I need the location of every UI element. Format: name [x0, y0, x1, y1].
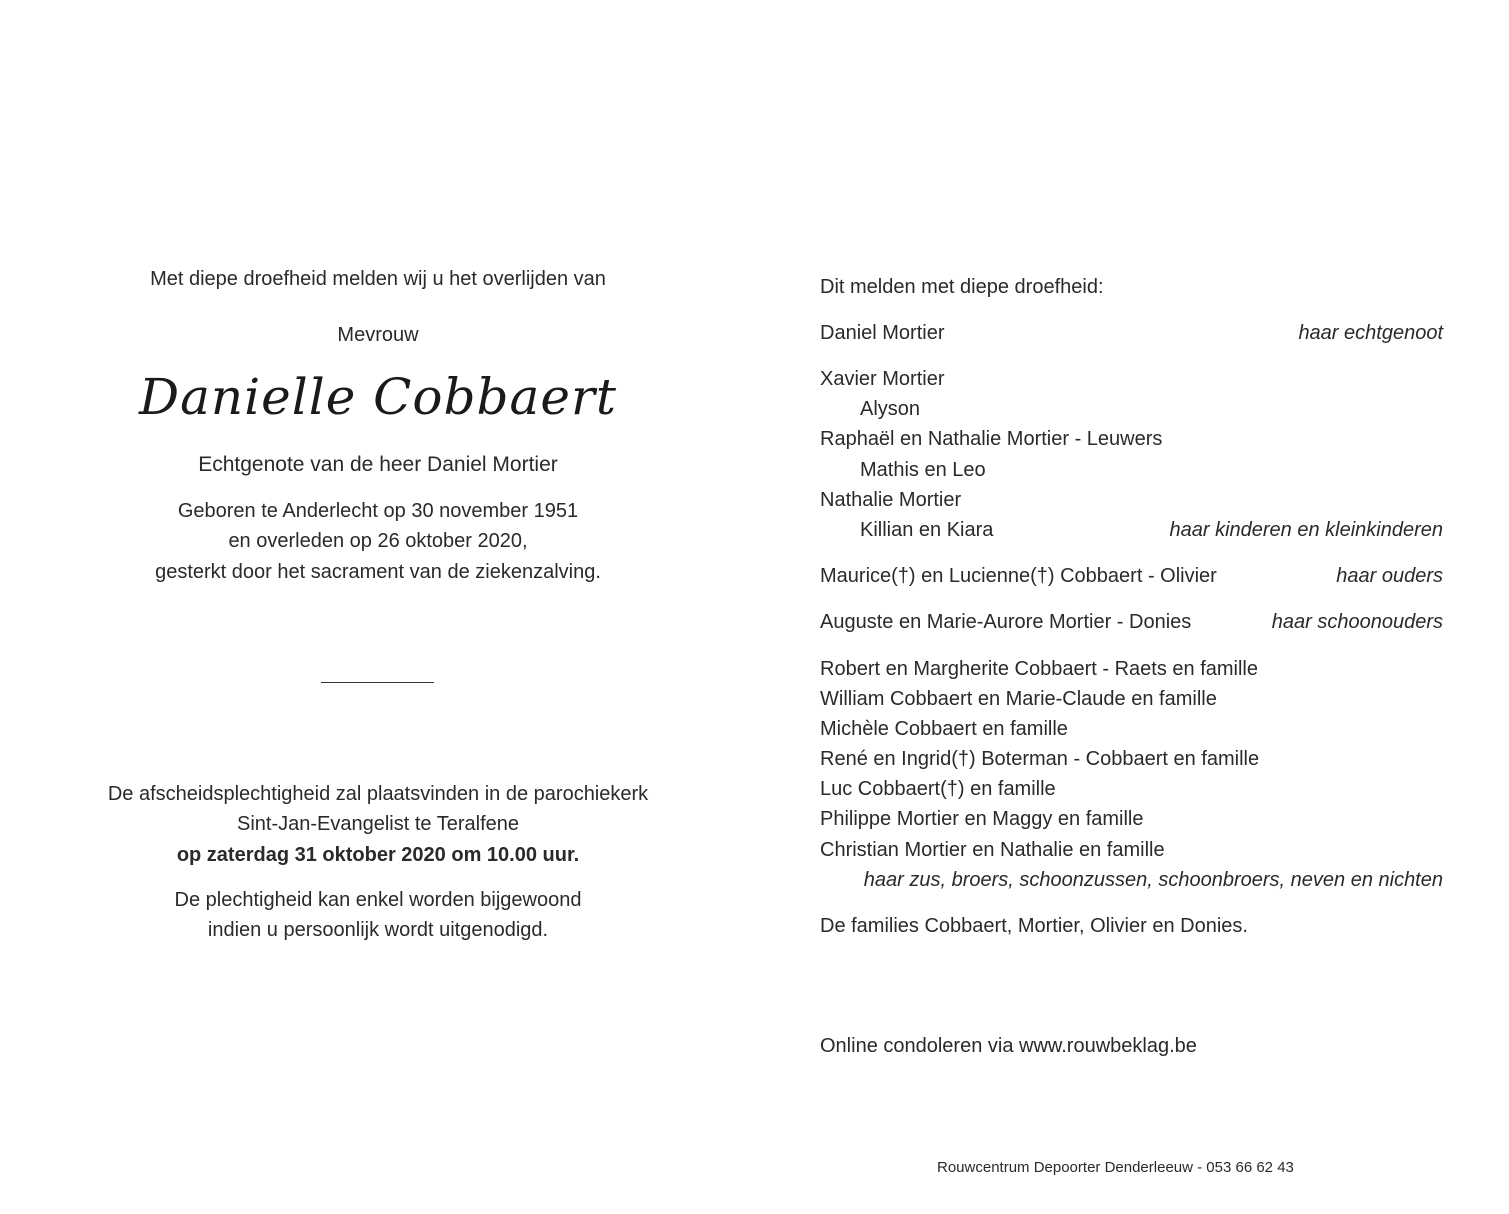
list-item: William Cobbaert en Marie-Claude en famille: [820, 688, 1217, 710]
list-item: Michèle Cobbaert en famille: [820, 718, 1068, 740]
attendance-line-1: De plechtigheid kan enkel worden bijgewoond: [174, 889, 582, 911]
inlaws-role: haar schoonouders: [1271, 611, 1443, 633]
mourners-heading: Dit melden met diepe droefheid:: [820, 276, 1104, 298]
list-item: Luc Cobbaert(†) en famille: [820, 778, 1056, 800]
intro-text: Met diepe droefheid melden wij u het overlijden van: [150, 268, 606, 290]
condolences-line: Online condoleren via www.rouwbeklag.be: [820, 1035, 1197, 1057]
funeral-home-footer: Rouwcentrum Depoorter Denderleeuw - 053 66 62 43: [937, 1159, 1294, 1176]
ceremony-line-1: De afscheidsplechtigheid zal plaatsvinden in de parochiekerk: [107, 783, 649, 805]
children-role: haar kinderen en kleinkinderen: [1169, 519, 1443, 541]
parents-role: haar ouders: [1336, 565, 1443, 587]
list-item: Nathalie Mortier: [820, 489, 962, 511]
list-item: Raphaël en Nathalie Mortier - Leuwers: [820, 428, 1163, 450]
parents-name: Maurice(†) en Lucienne(†) Cobbaert - Olivier: [820, 565, 1217, 587]
sacrament-line: gesterkt door het sacrament van de ziekenzalving.: [155, 561, 601, 583]
born-line: Geboren te Anderlecht op 30 november 1951: [177, 500, 579, 522]
spouse-line: Echtgenote van de heer Daniel Mortier: [198, 453, 558, 476]
list-item: Xavier Mortier: [820, 368, 945, 390]
list-item: Christian Mortier en Nathalie en famille: [820, 839, 1165, 861]
list-item: Philippe Mortier en Maggy en famille: [820, 808, 1144, 830]
families-line: De families Cobbaert, Mortier, Olivier en Donies.: [820, 915, 1248, 937]
died-line: en overleden op 26 oktober 2020,: [228, 530, 528, 552]
ceremony-date: op zaterdag 31 oktober 2020 om 10.00 uur.: [176, 844, 580, 866]
list-item: Alyson: [860, 398, 921, 420]
list-item: Mathis en Leo: [860, 459, 986, 481]
deceased-name: Danielle Cobbaert: [139, 368, 617, 426]
ceremony-line-2: Sint-Jan-Evangelist te Teralfene: [236, 813, 519, 835]
salutation: Mevrouw: [337, 324, 419, 346]
spouse-role: haar echtgenoot: [1298, 322, 1443, 344]
inlaws-name: Auguste en Marie-Aurore Mortier - Donies: [820, 611, 1192, 633]
attendance-line-2: indien u persoonlijk wordt uitgenodigd.: [207, 919, 549, 941]
list-item: René en Ingrid(†) Boterman - Cobbaert en famille: [820, 748, 1260, 770]
list-item: Killian en Kiara: [860, 519, 994, 541]
spouse-name: Daniel Mortier: [820, 322, 945, 344]
siblings-role: haar zus, broers, schoonzussen, schoonbroers, neven en nichten: [863, 869, 1443, 891]
list-item: Robert en Margherite Cobbaert - Raets en famille: [820, 658, 1258, 680]
